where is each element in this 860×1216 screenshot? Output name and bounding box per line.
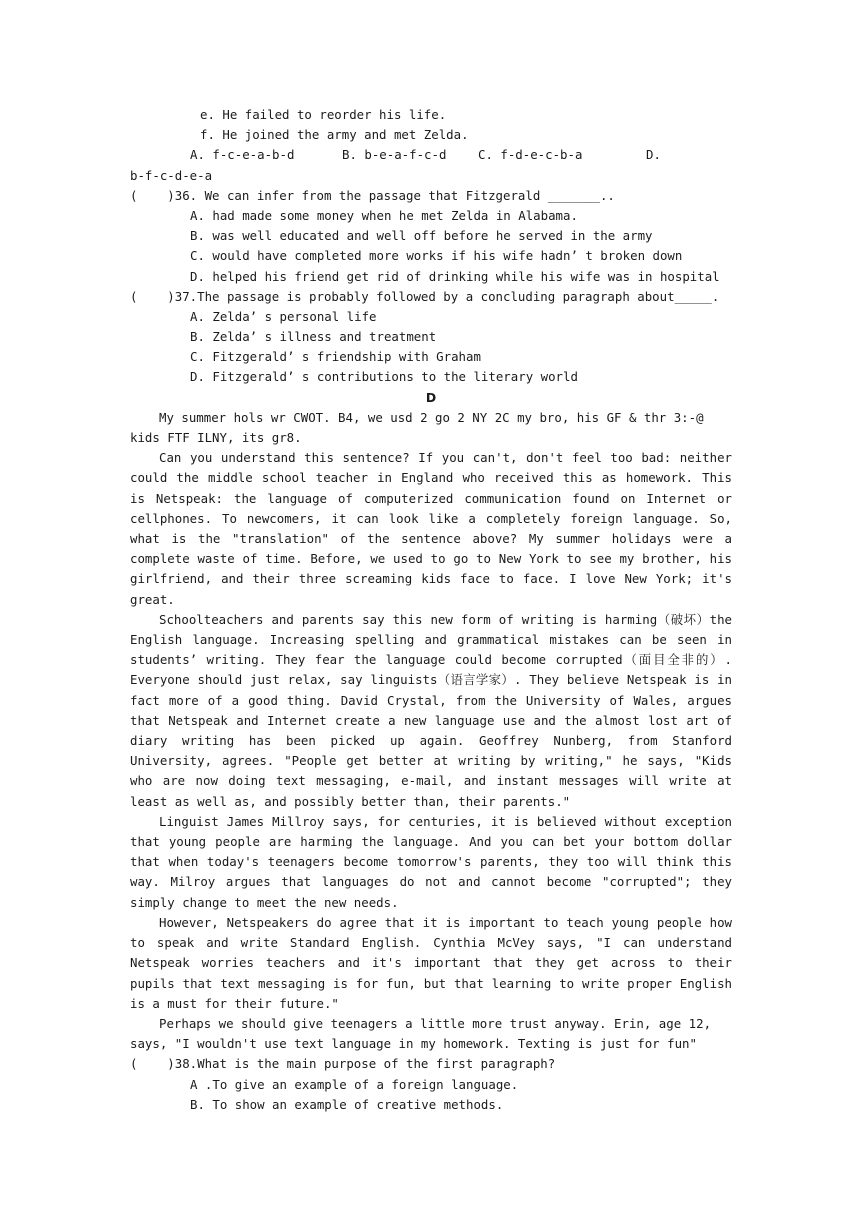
passage-paragraph-4: Linguist James Millroy says, for centuries, it is believed without exception that young people are harming the language. And you can bet your bottom dollar that when today's teenagers become tomorrow's parents, they too will think this way. Milroy argues that languages do not and cannot become "corrupted"; they simply change to meet the new needs. <box>130 813 732 910</box>
q35-choice-a: A. f-c-e-a-b-d <box>190 147 295 163</box>
q35-choice-c: C. f-d-e-c-b-a <box>478 147 583 163</box>
passage-paragraph-3: Schoolteachers and parents say this new form of writing is harming（破坏）the English language. Increasing spelling and grammatical mistakes can be seen in students’ writing. They fear the language could become corrupted（面目全非的）. Everyone should just relax, say linguists（语言学家）. They believe Netspeak is in fact more of a good thing. David Crystal, from the University of Wales, argues that Netspeak and Internet create a new language use and the almost lost art of diary writing has been picked up again. Geoffrey Nunberg, from Stanford University, agrees. "People get better at writing by writing," he says, "Kids who are now doing text messaging, e-mail, and instant messages will write at least as well as, and possibly better than, their parents." <box>130 611 732 809</box>
q36-option-c: C. would have completed more works if his wife hadn’ t broken down <box>190 248 683 264</box>
q38-option-b: B. To show an example of creative methods. <box>190 1096 504 1112</box>
q35-choice-d: D. <box>646 147 661 163</box>
q35-choice-d-wrap: b-f-c-d-e-a <box>130 167 213 183</box>
passage-paragraph-5: However, Netspeakers do agree that it is important to teach young people how to speak and write Standard English. Cynthia McVey says, "I can understand Netspeak worries teachers and it's important that they get across to their pupils that text messaging is for fun, but that learning to write proper English is a must for their future." <box>130 914 732 1011</box>
q37-stem: ( )37.The passage is probably followed by a concluding paragraph about_____. <box>130 288 720 304</box>
q37-option-c: C. Fitzgerald’ s friendship with Graham <box>190 349 481 365</box>
item-e: e. He failed to reorder his life. <box>200 107 447 122</box>
q37-option-b: B. Zelda’ s illness and treatment <box>190 329 437 345</box>
q38-option-a: A .To give an example of a foreign language. <box>190 1076 519 1092</box>
q37-option-d: D. Fitzgerald’ s contributions to the literary world <box>190 369 578 385</box>
passage-paragraph-2: Can you understand this sentence? If you can't, don't feel too bad: neither could the middle school teacher in England who received this as homework. This is Netspeak: the language of computerized communication found on Internet or cellphones. To newcomers, it can look like a completely foreign language. So, what is the "translation" of the sentence above? My summer holidays were a complete waste of time. Before, we used to go to New York to see my brother, his girlfriend, and their three screaming kids face to face. I love New York; it's great. <box>130 450 732 607</box>
q36-option-b: B. was well educated and well off before he served in the army <box>190 228 653 244</box>
q36-option-a: A. had made some money when he met Zelda in Alabama. <box>190 207 578 223</box>
passage-paragraph-1: My summer hols wr CWOT. B4, we usd 2 go 2 NY 2C my bro, his GF & thr 3:-@ kids FTF ILNY, its gr8. <box>130 409 704 446</box>
q36-stem: ( )36. We can infer from the passage that Fitzgerald _______.. <box>130 187 615 203</box>
item-f: f. He joined the army and met Zelda. <box>200 127 469 143</box>
q35-choice-b: B. b-e-a-f-c-d <box>342 147 447 163</box>
passage-paragraph-6: Perhaps we should give teenagers a little more trust anyway. Erin, age 12, says, "I wouldn't use text language in my homework. Texting is just for fun" <box>130 1015 712 1052</box>
section-label: D <box>425 389 437 405</box>
q35-choices <box>130 145 732 165</box>
q38-stem: ( )38.What is the main purpose of the first paragraph? <box>130 1056 556 1072</box>
q37-option-a: A. Zelda’ s personal life <box>190 308 377 324</box>
q36-option-d: D. helped his friend get rid of drinking while his wife was in hospital <box>190 268 720 284</box>
document-page <box>130 105 732 1115</box>
